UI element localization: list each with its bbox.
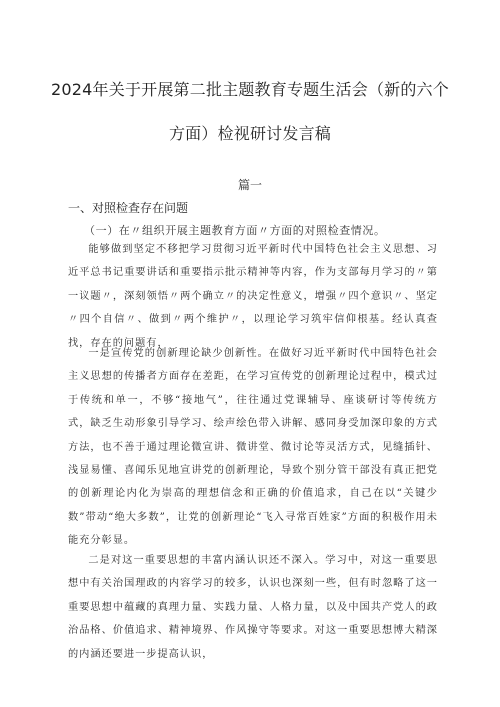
paragraph-2: 一是宣传党的创新理论缺少创新性。在做好习近平新时代中国特色社会主义思想的传播者方面存在差距，在学习宣传党的创新理论过程中，模式过于传统和单一，不够“接地气”，往往通过党课辅导、座谈研讨等传统方式，缺乏生动形象引导学习、绘声绘色带入讲解、感同身受加深印象的方式方法，也不善于通过理论微宣讲、微讲堂、微讨论等灵活方式，见缝插针、浅显易懂、喜闻乐见地宣讲党的创新理论，导致个别分管干部没有真正把党的创新理论内化为崇高的理想信念和正确的价值追求，自己在以“关键少数”带动“绝大多数”，让党的创新理论“飞入寻常百姓家”方面的积极作用未能充分彰显。	[68, 348, 438, 547]
heading-1: 一、对照检查存在问题	[68, 201, 189, 215]
subheading-1: （一）在〃组织开展主题教育方面〃方面的对照检查情况。	[84, 224, 386, 237]
document-title-line-2: 方面）检视研讨发言稿	[168, 124, 331, 143]
section-label: 篇一	[237, 178, 262, 192]
document-title-line-1: 2024年关于开展第二批主题教育专题生活会（新的六个	[51, 80, 449, 99]
paragraph-1: 能够做到坚定不移把学习贯彻习近平新时代中国特色社会主义思想、习近平总书记重要讲话和重要指示批示精神等内容，作为支部每月学习的〃第一议题〃，深刻领悟〃两个确立〃的决定性意义，增强〃四个意识〃、坚定〃四个自信〃、做到〃两个维护〃，以理论学习筑牢信仰根基。经认真查找，存在的问题有，	[68, 244, 438, 349]
paragraph-3: 二是对这一重要思想的丰富内涵认识还不深入。学习中，对这一重要思想中有关治国理政的内容学习的较多，认识也深刻一些，但有时忽略了这一重要思想中蕴藏的真理力量、实践力量、人格力量，以及中国共产党人的政治品格、价值追求、精神境界、作风操守等要求。对这一重要思想博大精深的内涵还要进一步提高认识，	[68, 555, 438, 660]
